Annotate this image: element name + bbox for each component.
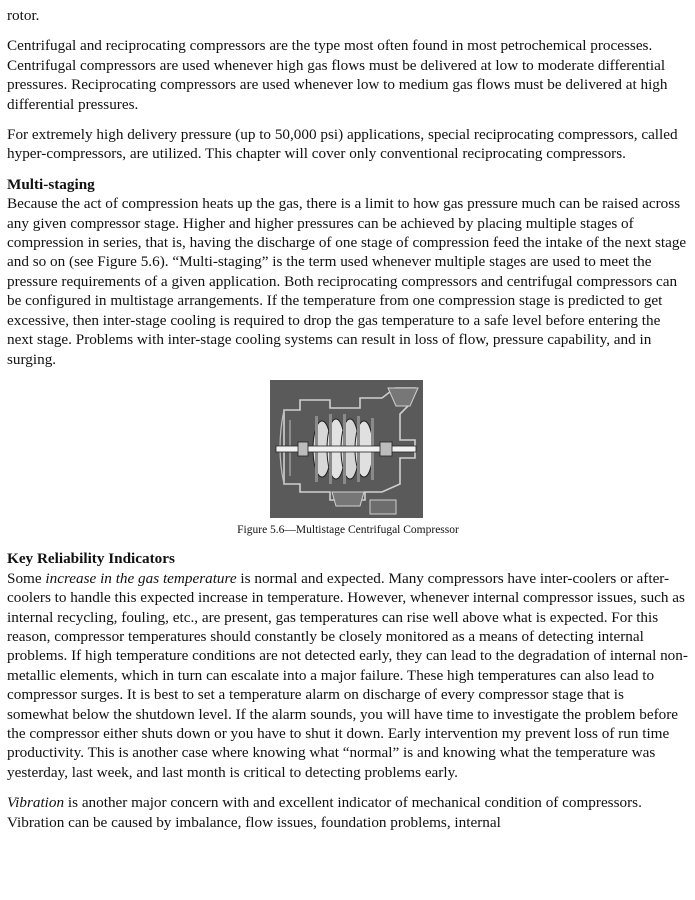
multistage-compressor-illustration (270, 380, 423, 518)
paragraph-hyper-compressors: For extremely high delivery pressure (up to 50,000 psi) applications, special reciprocating compressors, called hyper-compressors, are utilized. This chapter will cover only conventional reciprocating compressors. (7, 126, 678, 163)
figure-caption: Figure 5.6—Multistage Centrifugal Compressor (237, 524, 459, 537)
compressor-cutaway-image (270, 380, 423, 518)
text-lead: Some (7, 569, 46, 587)
section-key-reliability-indicators (7, 549, 689, 782)
paragraph-gas-temperature (7, 569, 689, 782)
heading-key-reliability-indicators: Key Reliability Indicators (7, 550, 175, 568)
emphasis-vibration: Vibration (7, 794, 65, 812)
lead-fragment: rotor. (7, 7, 40, 24)
paragraph-compressor-types: Centrifugal and reciprocating compressors are the type most often found in most petrochemical processes. Centrifugal compressors are used whenever high gas flows must be delivered at low to moderate differential pressures. Reciprocating compressors are used whenever low to medium gas flows must be delivered at high differential pressures. (7, 37, 668, 113)
emphasis-gas-temperature: increase in the gas temperature (45, 569, 237, 587)
heading-multi-staging: Multi-staging (7, 175, 95, 193)
section-multi-staging (7, 175, 689, 369)
text-vibration-body: is another major concern with and excellent indicator of mechanical condition of compressors. Vibration can be caused by imbalance, flow issues, foundation problems, internal (7, 794, 642, 831)
text-body: is normal and expected. Many compressors have inter-coolers or after-coolers to handle this expected increase in temperature. However, whenever internal compressor issues, such as internal recycling, fouling, etc., are present, gas temperatures can rise well above what is expected. For this reason, compressor temperatures should constantly be closely monitored as a means of detecting internal problems. If high temperature conditions are not detected early, they can lead to the degradation of internal non-metallic elements, which in turn can escalate into a major failure. These high temperatures can also lead to compressor surges. It is best to set a temperature alarm on discharge of every compressor stage that is somewhat below the shutdown level. If the alarm sounds, you will have time to investigate the problem before the compressor either shuts down or you have to shut it down. Early intervention my prevent loss of run time productivity. This is another case where knowing what “normal” is and knowing what the temperature was yesterday, last week, and last month is critical to detecting problems early. (7, 569, 688, 781)
figure-5-6 (7, 380, 689, 537)
paragraph-vibration (7, 793, 689, 832)
paragraph-multi-staging: Because the act of compression heats up the gas, there is a limit to how gas pressure much can be raised across any given compressor stage. Higher and higher pressures can be achieved by placing multiple stages of compression in series, that is, having the discharge of one stage of compression feed the intake of the next stage and so on (see Figure 5.6). “Multi-staging” is the term used whenever multiple stages are used to meet the pressure requirements of a given application. Both reciprocating compressors and centrifugal compressors can be configured in multistage arrangements. If the temperature from one compression stage is predicted to get excessive, then inter-stage cooling is required to drop the gas temperature to a safe level before entering the next stage. Problems with inter-stage cooling systems can result in loss of flow, pressure capability, and in surging. (7, 195, 687, 368)
